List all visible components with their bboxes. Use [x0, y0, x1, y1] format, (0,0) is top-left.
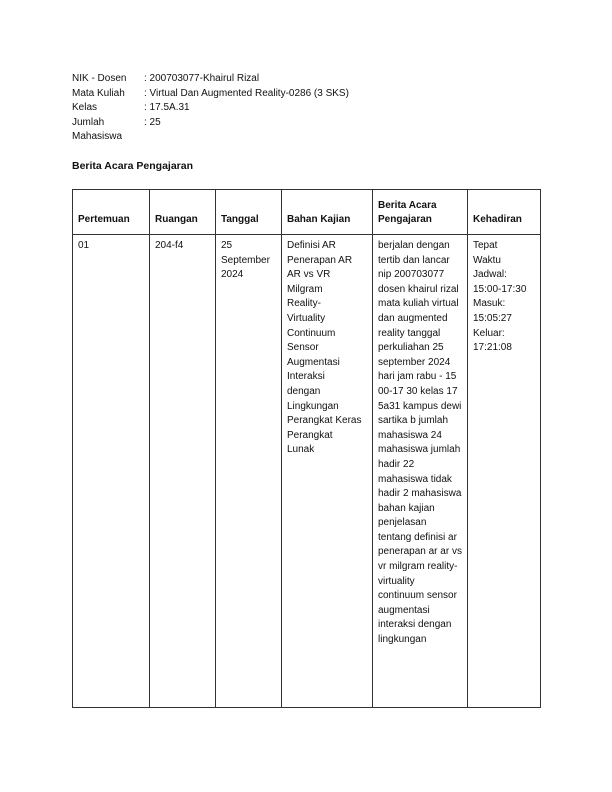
bahan-kajian-line: Sensor — [287, 342, 319, 354]
bahan-kajian-line: Perangkat — [287, 429, 333, 441]
kehadiran-line: 15:05:27 — [473, 312, 512, 324]
bahan-kajian-line: Reality- — [287, 298, 321, 310]
bahan-kajian-line: Interaksi — [287, 371, 325, 383]
cell-kehadiran — [468, 235, 541, 708]
header-berita-acara: Berita Acara Pengajaran — [373, 190, 468, 235]
meta-row-mata-kuliah — [72, 87, 492, 102]
meta-value: : 200703077-Khairul Rizal — [144, 73, 260, 84]
bahan-kajian-line: Perangkat Keras — [287, 415, 362, 427]
header-bahan-kajian: Bahan Kajian — [282, 190, 373, 235]
cell-bahan-kajian — [282, 235, 373, 708]
kehadiran-line: Tepat — [473, 240, 498, 251]
kehadiran-line: Keluar: — [473, 327, 505, 339]
kehadiran-line: Masuk: — [473, 298, 506, 310]
table-header-row — [73, 190, 541, 235]
table-row — [73, 235, 541, 708]
kehadiran-line: Jadwal: — [473, 269, 507, 281]
kehadiran-line: Waktu — [473, 254, 501, 266]
course-meta — [72, 72, 492, 145]
section-title: Berita Acara Pengajaran — [72, 160, 194, 172]
cell-ruangan — [150, 235, 216, 708]
teaching-report-table — [72, 189, 541, 708]
meta-value: : Virtual Dan Augmented Reality-0286 (3 SKS) — [144, 87, 349, 99]
meta-label: NIK - Dosen — [72, 73, 127, 84]
bahan-kajian-line: AR vs VR — [287, 269, 331, 281]
meta-row-nik — [72, 72, 492, 87]
tanggal-value: 25 September 2024 — [221, 240, 270, 281]
meta-label: Kelas — [72, 102, 98, 114]
bahan-kajian-line: dengan — [287, 385, 321, 397]
bahan-kajian-line: Virtuality — [287, 312, 326, 324]
header-ruangan: Ruangan — [150, 190, 216, 235]
cell-pertemuan — [73, 235, 150, 708]
ruangan-value: 204-f4 — [155, 240, 184, 251]
meta-label: Mahasiswa — [72, 131, 123, 143]
meta-label: Mata Kuliah — [72, 87, 125, 99]
meta-row-kelas — [72, 101, 492, 116]
bahan-kajian-line: Milgram — [287, 283, 323, 295]
kehadiran-line: 15:00-17:30 — [473, 283, 527, 295]
bahan-kajian-line: Lingkungan — [287, 400, 339, 412]
bahan-kajian-list — [287, 239, 367, 458]
header-tanggal: Tanggal — [216, 190, 282, 235]
meta-label: Jumlah — [72, 116, 105, 128]
bahan-kajian-line: Lunak — [287, 444, 315, 456]
kehadiran-list — [473, 239, 535, 356]
bahan-kajian-line: Penerapan AR — [287, 254, 353, 266]
bahan-kajian-line: Definisi AR — [287, 240, 336, 251]
header-kehadiran: Kehadiran — [468, 190, 541, 235]
bahan-kajian-line: Continuum — [287, 327, 336, 339]
bahan-kajian-line: Augmentasi — [287, 356, 340, 368]
pertemuan-value: 01 — [78, 240, 90, 251]
header-pertemuan: Pertemuan — [73, 190, 150, 235]
meta-value: : 17.5A.31 — [144, 102, 190, 114]
meta-row-mahasiswa — [72, 130, 492, 145]
cell-berita-acara — [373, 235, 468, 708]
meta-row-jumlah — [72, 116, 492, 131]
kehadiran-line: 17:21:08 — [473, 342, 512, 354]
meta-value — [144, 130, 492, 145]
berita-acara-text: berjalan dengan tertib dan lancar nip 200703077 dosen khairul rizal mata kuliah virtual dan augmented reality tanggal perkuliahan 25 september 2024 hari jam rabu - 15 00-17 30 kelas 17 5a31 kampus dewi sartika b jumlah mahasiswa 24 mahasiswa jumlah hadir 22 mahasiswa tidak hadir 2 mahasiswa bahan kajian penjelasan tentang definisi ar penerapan ar ar vs vr milgram reality-virtuality continuum sensor augmentasi interaksi dengan lingkungan — [378, 240, 462, 646]
cell-tanggal — [216, 235, 282, 708]
meta-value: : 25 — [144, 116, 161, 128]
